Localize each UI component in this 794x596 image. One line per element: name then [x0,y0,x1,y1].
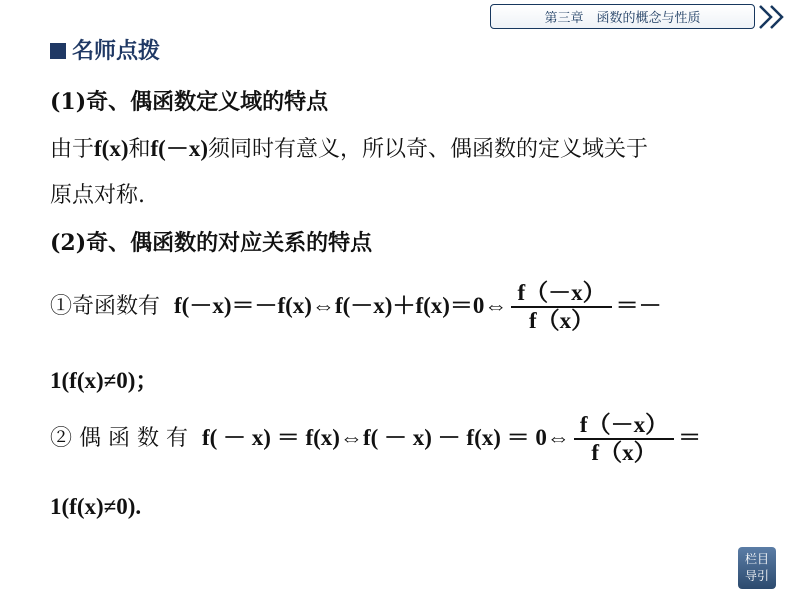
odd-function-formula-cont: 1(f(x)≠0)； [50,368,159,393]
point-1-line-1: 由于f(x)和f(－x)须同时有意义，所以奇、偶函数的定义域关于 [50,136,649,162]
square-bullet-icon [50,43,66,59]
column-nav-button[interactable]: 栏目 导引 [738,547,776,589]
chapter-title: 第三章 函数的概念与性质 [544,11,701,26]
section-title-text: 名师点拨 [72,39,161,64]
double-chevron-right-icon [757,3,791,31]
even-function-formula: ② 偶 函 数 有 f( － x) ＝ f(x)⇔f( － x) － f(x) ＝ 0⇔ $\frac{f(-x)}{f(x)}$ ＝ [50,412,702,465]
point-1-line-2: 原点对称. [50,183,145,208]
point-1-title: (1)奇、偶函数定义域的特点 [50,89,329,115]
even-function-formula-cont: 1(f(x)≠0). [50,494,142,519]
section-title [50,34,160,65]
odd-fraction: $\frac{f(-x)}{f(x)}$ [511,280,611,334]
odd-function-formula: ①奇函数有 f(－x)＝－f(x)⇔f(－x)＋f(x)＝0⇔ $\frac{f(-x)}{f(x)}$ ＝－ [50,280,662,333]
even-fraction: $\frac{f(-x)}{f(x)}$ [574,412,674,466]
point-2-title: (2)奇、偶函数的对应关系的特点 [50,230,373,256]
chapter-banner [490,4,755,29]
